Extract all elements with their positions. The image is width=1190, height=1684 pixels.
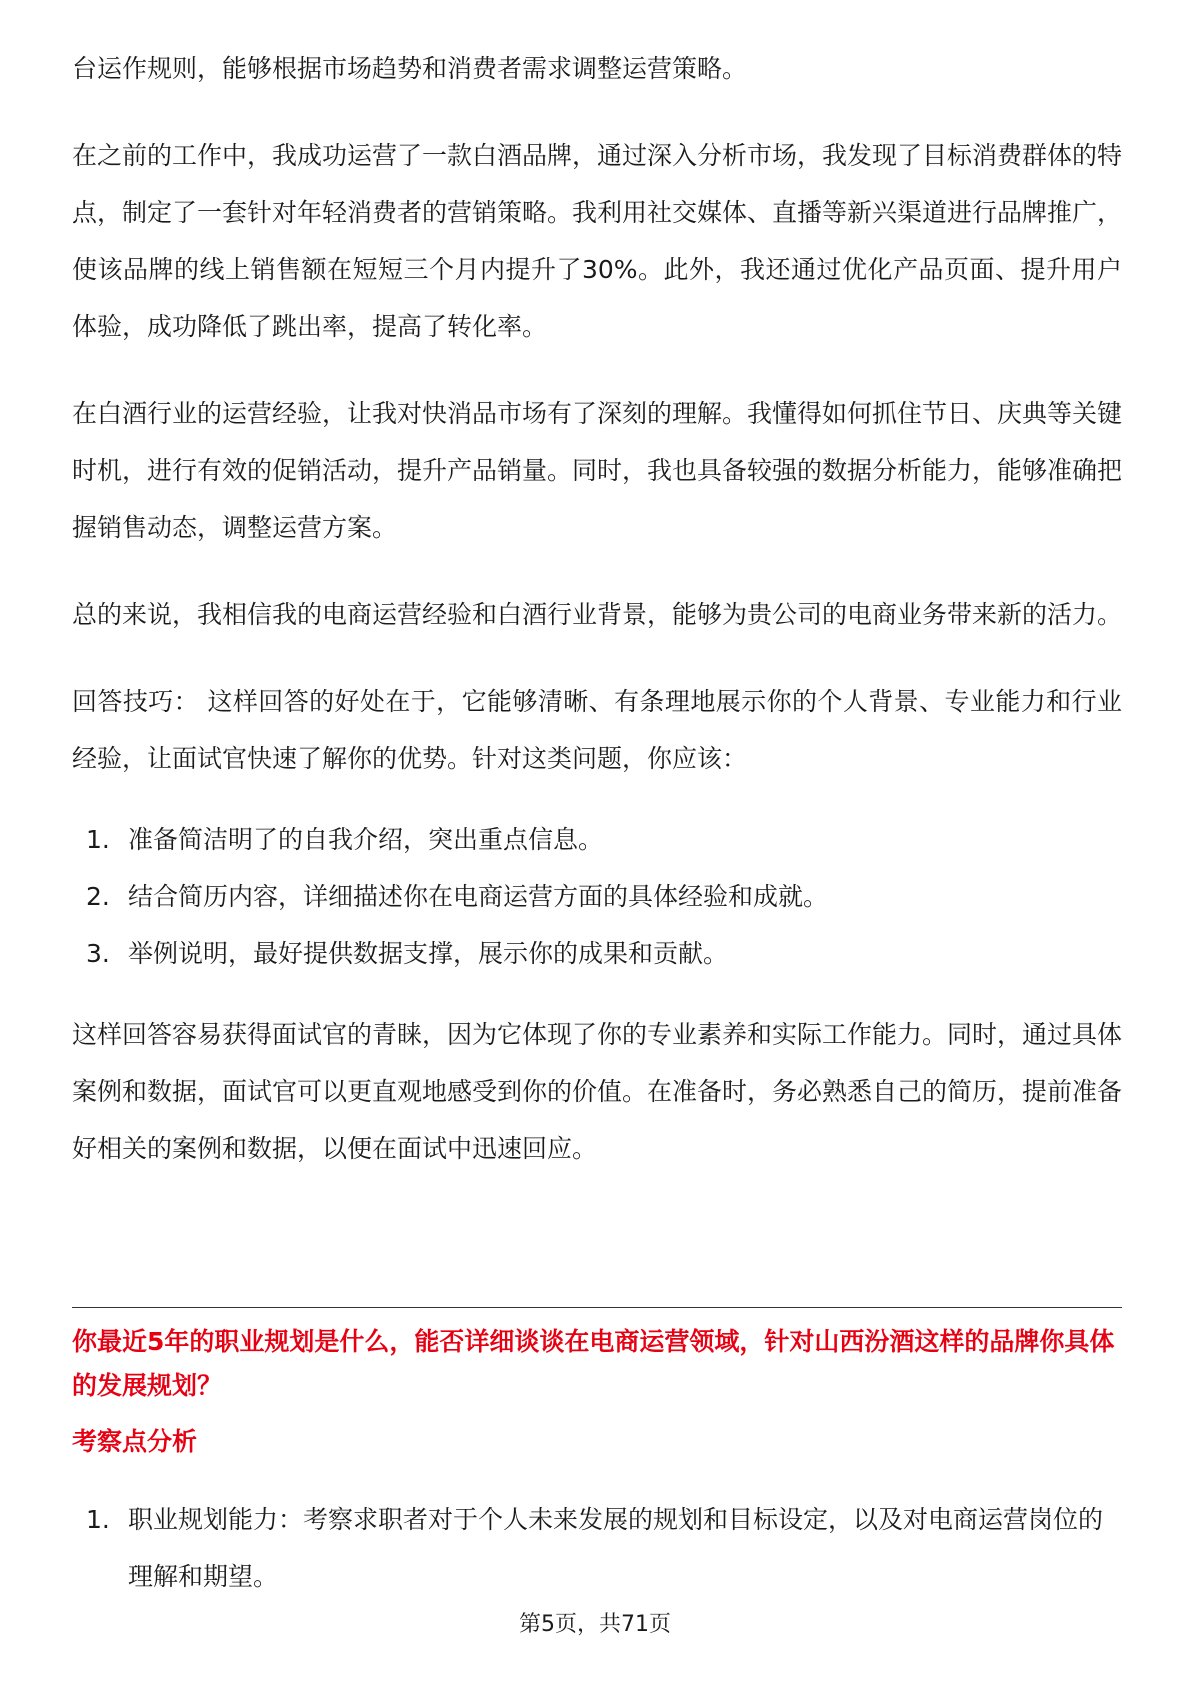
answer-tips: 回答技巧： 这样回答的好处在于，它能够清晰、有条理地展示你的个人背景、专业能力和行业经验，让面试官快速了解你的优势。针对这类问题，你应该：: [72, 687, 1122, 773]
list-item: 1. 职业规划能力：考察求职者对于个人未来发展的规划和目标设定，以及对电商运营岗位的理解和期望。: [86, 1505, 1104, 1591]
body-content: [72, 40, 1122, 1177]
list-item: 1. 准备简洁明了的自我介绍，突出重点信息。: [86, 825, 604, 854]
interview-question: 你最近5年的职业规划是什么，能否详细谈谈在电商运营领域，针对山西汾酒这样的品牌你具体的发展规划？: [72, 1327, 1115, 1400]
paragraph-3: 在白酒行业的运营经验，让我对快消品市场有了深刻的理解。我懂得如何抓住节日、庆典等关键时机，进行有效的促销活动，提升产品销量。同时，我也具备较强的数据分析能力，能够准确把握销售动态，调整运营方案。: [72, 399, 1123, 542]
paragraph-4: 总的来说，我相信我的电商运营经验和白酒行业背景，能够为贵公司的电商业务带来新的活力。: [72, 600, 1123, 629]
list-item: 2. 结合简历内容，详细描述你在电商运营方面的具体经验和成就。: [86, 882, 829, 911]
paragraph-2: 在之前的工作中，我成功运营了一款白酒品牌，通过深入分析市场，我发现了目标消费群体的特点，制定了一套针对年轻消费者的营销策略。我利用社交媒体、直播等新兴渠道进行品牌推广，使该品牌的线上销售额在短短三个月内提升了30%。此外，我还通过优化产品页面、提升用户体验，成功降低了跳出率，提高了转化率。: [72, 141, 1123, 341]
list-item: 3. 举例说明，最好提供数据支撑，展示你的成果和贡献。: [86, 939, 729, 968]
analysis-heading: 考察点分析: [72, 1427, 198, 1456]
analysis-content: [72, 1491, 1122, 1605]
paragraph-1: 台运作规则，能够根据市场趋势和消费者需求调整运营策略。: [72, 54, 748, 83]
section-divider: [72, 1307, 1122, 1308]
page-number: 第5页，共71页: [519, 1612, 671, 1637]
analysis-list: [72, 1491, 1122, 1605]
paragraph-5: 这样回答容易获得面试官的青睐，因为它体现了你的专业素养和实际工作能力。同时，通过具体案例和数据，面试官可以更直观地感受到你的价值。在准备时，务必熟悉自己的简历，提前准备好相关的案例和数据，以便在面试中迅速回应。: [72, 1020, 1123, 1163]
tips-list: [72, 811, 1122, 982]
